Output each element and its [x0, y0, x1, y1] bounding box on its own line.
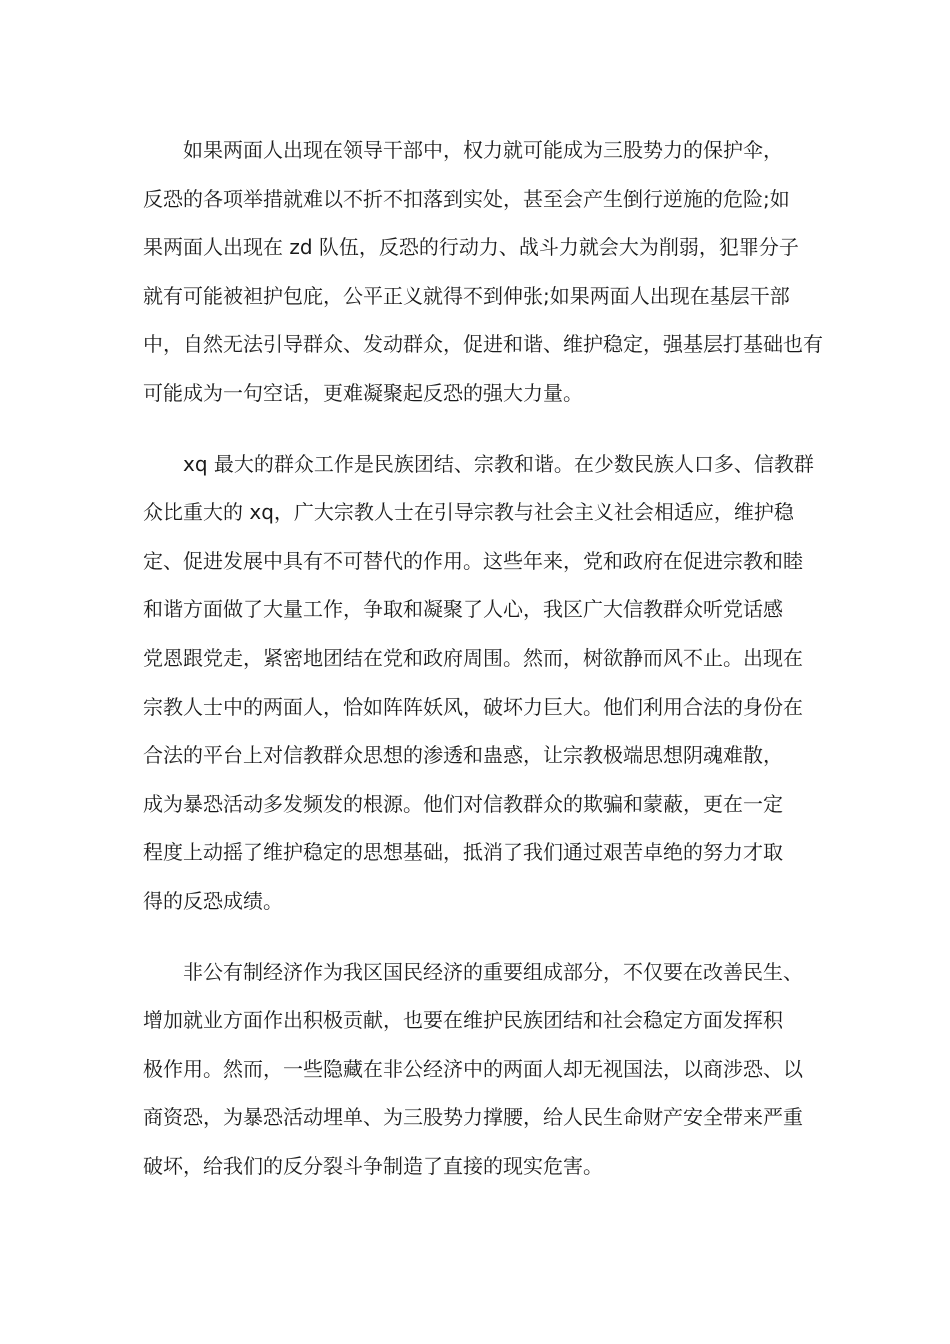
paragraph-line: 中，自然无法引导群众、发动群众，促进和谐、维护稳定，强基层打基础也有 [143, 332, 823, 357]
paragraph-line: 程度上动摇了维护稳定的思想基础，抵消了我们通过艰苦卓绝的努力才取 [143, 840, 783, 865]
paragraph-line: 定、促进发展中具有不可替代的作用。这些年来，党和政府在促进宗教和睦 [143, 548, 803, 573]
paragraph-line: 可能成为一句空话，更难凝聚起反恐的强大力量。 [143, 380, 583, 405]
paragraph-line: xq 最大的群众工作是民族团结、宗教和谐。在少数民族人口多、信教群 [183, 451, 814, 476]
paragraph-line: 党恩跟党走，紧密地团结在党和政府周围。然而，树欲静而风不止。出现在 [143, 645, 803, 670]
paragraph-2 [143, 440, 814, 926]
paragraph-line: 反恐的各项举措就难以不折不扣落到实处，甚至会产生倒行逆施的危险;如 [143, 186, 790, 211]
paragraph-line: 果两面人出现在 zd 队伍，反恐的行动力、战斗力就会大为削弱，犯罪分子 [143, 235, 799, 260]
paragraph-line: 成为暴恐活动多发频发的根源。他们对信教群众的欺骗和蒙蔽，更在一定 [143, 791, 783, 816]
paragraph-line: 非公有制经济作为我区国民经济的重要组成部分，不仅要在改善民生、 [183, 959, 803, 984]
paragraph-line: 增加就业方面作出积极贡献，也要在维护民族团结和社会稳定方面发挥积 [143, 1008, 783, 1033]
paragraph-line: 得的反恐成绩。 [143, 888, 283, 913]
paragraph-1 [143, 126, 823, 418]
paragraph-line: 如果两面人出现在领导干部中，权力就可能成为三股势力的保护伞， [183, 138, 783, 162]
paragraph-line: 和谐方面做了大量工作，争取和凝聚了人心，我区广大信教群众听党话感 [143, 597, 783, 622]
paragraph-line: 就有可能被袒护包庇，公平正义就得不到伸张;如果两面人出现在基层干部 [143, 283, 790, 308]
paragraph-line: 宗教人士中的两面人，恰如阵阵妖风，破坏力巨大。他们利用合法的身份在 [143, 694, 803, 719]
paragraph-line: 商资恐，为暴恐活动埋单、为三股势力撑腰，给人民生命财产安全带来严重 [143, 1105, 803, 1130]
paragraph-3 [143, 948, 811, 1191]
paragraph-line: 极作用。然而，一些隐藏在非公经济中的两面人却无视国法，以商涉恐、以 [143, 1056, 803, 1081]
paragraph-line: 破坏，给我们的反分裂斗争制造了直接的现实危害。 [143, 1153, 603, 1178]
paragraph-line: 众比重大的 xq，广大宗教人士在引导宗教与社会主义社会相适应，维护稳 [143, 500, 794, 525]
paragraph-line: 合法的平台上对信教群众思想的渗透和蛊惑，让宗教极端思想阴魂难散， [143, 743, 783, 768]
document-body [143, 126, 823, 1190]
